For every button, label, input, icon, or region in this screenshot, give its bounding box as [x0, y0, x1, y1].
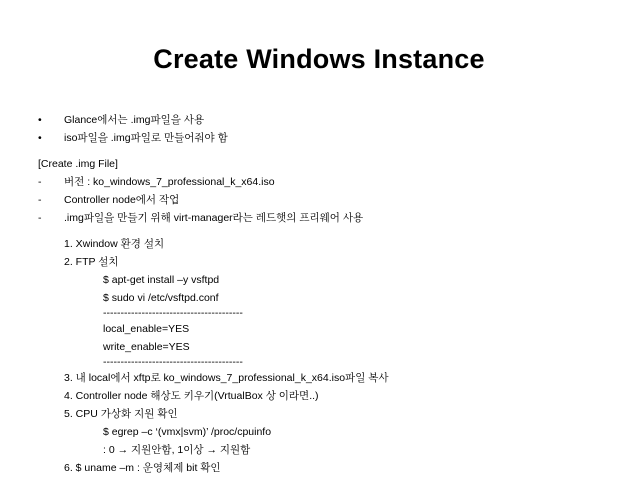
- step-5: 5. CPU 가상화 지원 확인: [64, 408, 178, 420]
- step-2: 2. FTP 설치: [64, 256, 119, 268]
- dash-marker: -: [38, 176, 42, 188]
- step-2-config-line: write_enable=YES: [103, 341, 190, 353]
- bullet-marker: •: [38, 114, 42, 126]
- bullet-text: iso파일을 .img파일로 만들어줘야 함: [64, 132, 228, 144]
- step-1: 1. Xwindow 환경 설치: [64, 238, 165, 250]
- bullet-text: Glance에서는 .img파일을 사용: [64, 114, 205, 126]
- step-2-command: $ apt-get install –y vsftpd: [103, 274, 220, 286]
- step-5-result: : 0 → 지원안함, 1이상 → 지원함: [103, 444, 251, 456]
- bullet-marker: •: [38, 132, 42, 144]
- step-2-separator: ----------------------------------------: [103, 356, 243, 368]
- step-2-config-line: local_enable=YES: [103, 323, 190, 335]
- dash-item-text: .img파일을 만들기 위해 virt-manager라는 레드햇의 프리웨어 사용: [64, 212, 364, 224]
- step-5-command: $ egrep –c ‘(vmx|svm)’ /proc/cpuinfo: [103, 426, 272, 438]
- step-2-separator: ----------------------------------------: [103, 307, 243, 319]
- section-header: [Create .img File]: [38, 158, 118, 170]
- step-2-command: $ sudo vi /etc/vsftpd.conf: [103, 292, 219, 304]
- step-4: 4. Controller node 해상도 키우기(VrtualBox 상 이라면..): [64, 390, 319, 402]
- dash-item-text: 버전 : ko_windows_7_professional_k_x64.iso: [64, 176, 275, 188]
- slide-title: Create Windows Instance: [153, 44, 485, 74]
- dash-marker: -: [38, 194, 42, 206]
- dash-marker: -: [38, 212, 42, 224]
- dash-item-text: Controller node에서 작업: [64, 194, 180, 206]
- step-6: 6. $ uname –m : 운영체제 bit 확인: [64, 462, 221, 474]
- step-3: 3. 내 local에서 xftp로 ko_windows_7_professional_k_x64.iso파일 복사: [64, 372, 389, 384]
